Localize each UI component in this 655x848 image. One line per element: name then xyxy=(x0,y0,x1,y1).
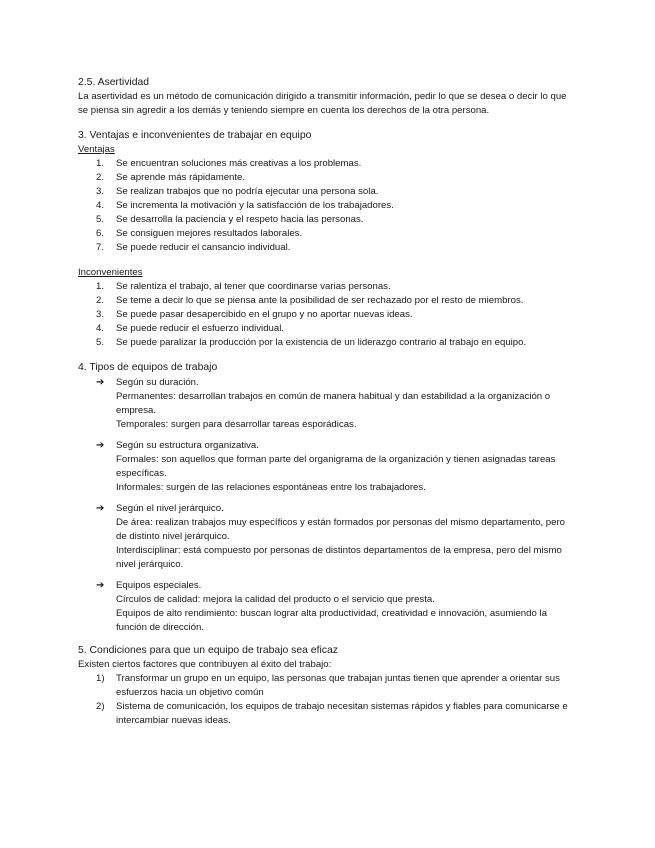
list-item: 2) Sistema de comunicación, los equipos de trabajo necesitan sistemas rápidos y fiables para comunicarse e intercambiar nuevas ideas. xyxy=(96,701,568,726)
list-item: 1. Se encuentran soluciones más creativas a los problemas. xyxy=(96,158,362,169)
section-2-5-heading: 2.5. Asertividad xyxy=(78,77,150,88)
list-item: 5. Se puede paralizar la producción por la existencia de un liderazgo contrario al trabajo en equipo. xyxy=(96,337,527,348)
inconvenientes-list xyxy=(78,280,578,350)
section-5-heading: 5. Condiciones para que un equipo de trabajo sea eficaz xyxy=(78,645,338,656)
section-2-5-body: La asertividad es un método de comunicación dirigido a transmitir información, pedir lo que se desea o decir lo que se piensa sin agredir a los demás y teniendo siempre en cuenta los derechos de la otra persona. xyxy=(78,91,567,116)
team-type-title: Equipos especiales. xyxy=(116,580,202,591)
team-type-line: Informales: surgen de las relaciones espontáneas entre los trabajadores. xyxy=(116,482,426,493)
inconvenientes-label: Inconvenientes xyxy=(78,267,143,278)
conditions-list xyxy=(78,672,578,728)
team-type-especiales xyxy=(78,579,578,635)
section-5-intro: Existen ciertos factores que contribuyen al éxito del trabajo: xyxy=(78,659,332,670)
list-item: 1. Se ralentiza el trabajo, al tener que coordinarse varias personas. xyxy=(96,281,391,292)
list-item: 3. Se puede pasar desapercibido en el grupo y no aportar nuevas ideas. xyxy=(96,309,413,320)
team-type-line: Equipos de alto rendimiento: buscan lograr alta productividad, creatividad e innovación, asumiendo la función de dirección. xyxy=(116,608,547,633)
team-type-line: Círculos de calidad: mejora la calidad del producto o el servicio que presta. xyxy=(116,594,435,605)
arrow-right-icon: ➔ xyxy=(96,377,105,388)
list-item: 6. Se consiguen mejores resultados laborales. xyxy=(96,228,303,239)
arrow-right-icon: ➔ xyxy=(96,580,105,591)
list-item: 5. Se desarrolla la paciencia y el respeto hacia las personas. xyxy=(96,214,364,225)
arrow-right-icon: ➔ xyxy=(96,503,105,514)
team-type-title: Según su duración. xyxy=(116,377,199,388)
document-page xyxy=(78,76,578,728)
ventajas-list xyxy=(78,157,578,255)
list-item: 1) Transformar un grupo en un equipo, las personas que trabajan juntas tienen que aprender a orientar sus esfuerzos hacia un objetivo común xyxy=(96,673,560,698)
team-type-line: De área: realizan trabajos muy específicos y están formados por personas del mismo departamento, pero de distinto nivel jerárquico. xyxy=(116,517,565,542)
section-3-heading: 3. Ventajas e inconvenientes de trabajar en equipo xyxy=(78,130,312,141)
list-item: 4. Se incrementa la motivación y la satisfacción de los trabajadores. xyxy=(96,200,394,211)
team-type-line: Temporales: surgen para desarrollar tareas esporádicas. xyxy=(116,419,357,430)
section-4-heading: 4. Tipos de equipos de trabajo xyxy=(78,362,218,373)
list-item: 7. Se puede reducir el cansancio individual. xyxy=(96,242,291,253)
team-type-estructura xyxy=(78,439,578,495)
arrow-right-icon: ➔ xyxy=(96,440,105,451)
list-item: 3. Se realizan trabajos que no podría ejecutar una persona sola. xyxy=(96,186,379,197)
list-item: 2. Se teme a decir lo que se piensa ante la posibilidad de ser rechazado por el resto de miembros. xyxy=(96,295,524,306)
team-type-line: Permanentes: desarrollan trabajos en común de manera habitual y dan estabilidad a la organización o empresa. xyxy=(116,391,551,416)
team-type-line: Formales: son aquellos que forman parte del organigrama de la organización y tienen asignadas tareas específicas. xyxy=(116,454,556,479)
ventajas-label: Ventajas xyxy=(78,144,115,155)
team-type-title: Según el nivel jerárquico. xyxy=(116,503,224,514)
list-item: 4. Se puede reducir el esfuerzo individual. xyxy=(96,323,284,334)
team-type-line: Interdisciplinar: está compuesto por personas de distintos departamentos de la empresa, pero del mismo nivel jerárquico. xyxy=(116,545,562,570)
list-item: 2. Se aprende más rápidamente. xyxy=(96,172,246,183)
team-type-duracion xyxy=(78,376,578,432)
team-type-title: Según su estructura organizativa. xyxy=(116,440,259,451)
team-type-jerarquico xyxy=(78,502,578,572)
